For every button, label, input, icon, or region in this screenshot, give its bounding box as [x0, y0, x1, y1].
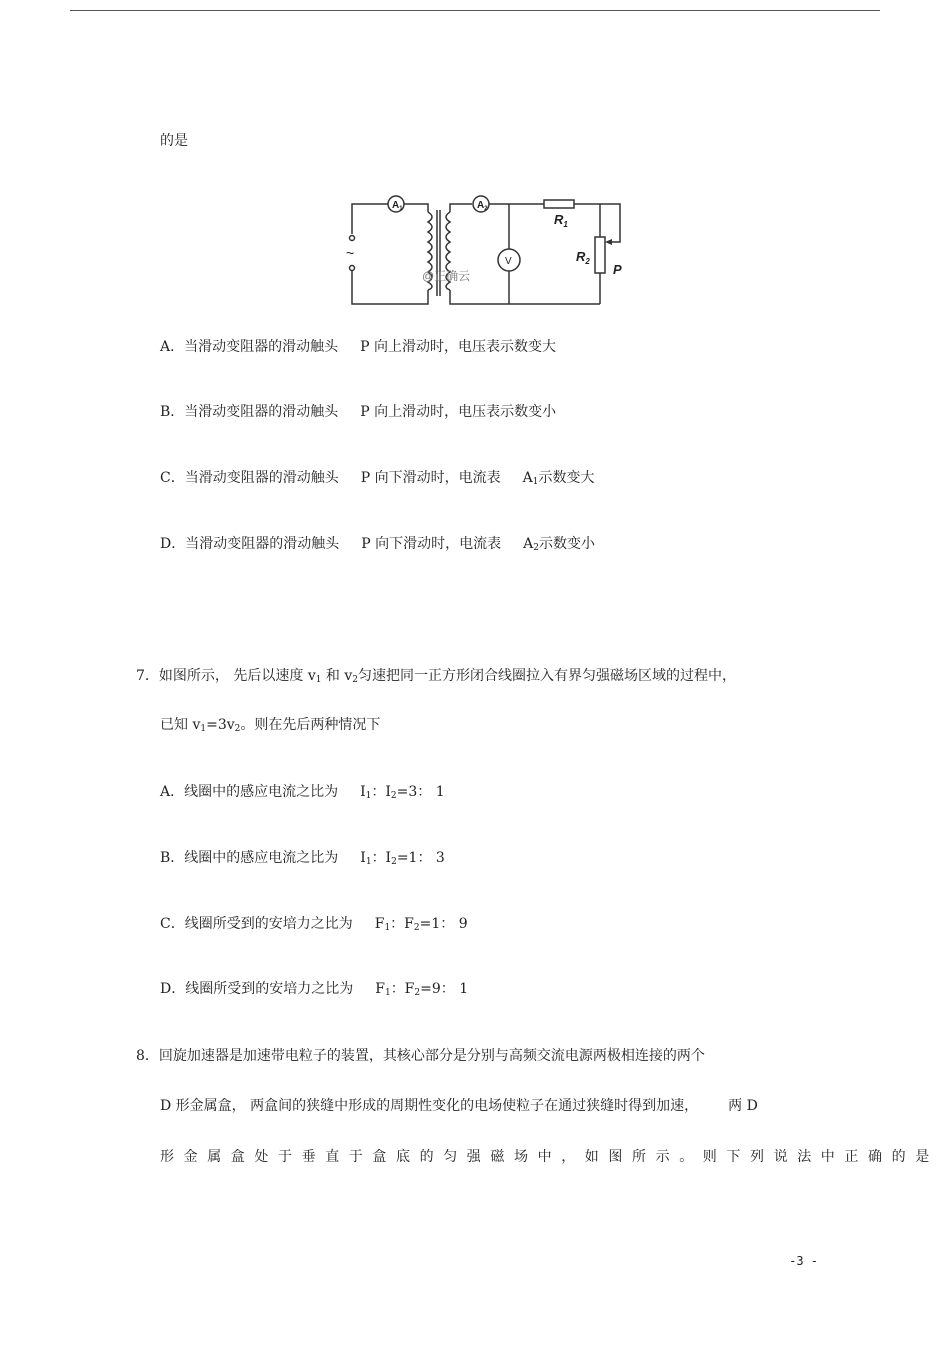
- ammeter-a2-label: $A_2$: [477, 200, 488, 212]
- q7-option-b: B．线圈中的感应电流之比为 $I_1$：$I_2=1$： 3: [160, 850, 445, 867]
- ac-source-icon: ~: [346, 245, 355, 261]
- q6-option-a: A．当滑动变阻器的滑动触头 P 向上滑动时，电压表示数变大: [160, 339, 556, 355]
- ammeter-a1-label: $A_1$: [392, 200, 403, 212]
- r1-label: $R_1$: [554, 212, 568, 229]
- r2-label: $R_2$: [576, 249, 590, 266]
- watermark-text: @正确云: [422, 269, 471, 283]
- q6-option-b: B．当滑动变阻器的滑动触头 P 向上滑动时，电压表示数变小: [160, 404, 557, 420]
- q8-stem-line1: 8．回旋加速器是加速带电粒子的装置，其核心部分是分别与高频交流电源两极相连接的两个: [136, 1048, 705, 1064]
- q7-option-c: C．线圈所受到的安培力之比为 $F_1$：$F_2=1$： 9: [160, 916, 468, 933]
- q6-option-d: D．当滑动变阻器的滑动触头 P 向下滑动时，电流表 $A_2$示数变小: [160, 536, 595, 553]
- header-rule: [70, 10, 880, 11]
- q7-option-a: A．线圈中的感应电流之比为 $I_1$：$I_2=3$： 1: [160, 784, 445, 801]
- intro-text: 的是: [160, 133, 188, 149]
- q7-option-d: D．线圈所受到的安培力之比为 $F_1$：$F_2=9$： 1: [160, 981, 469, 998]
- q6-option-c: C．当滑动变阻器的滑动触头 P 向下滑动时，电流表 $A_1$示数变大: [160, 470, 595, 487]
- page-number: -3 -: [789, 1254, 818, 1268]
- q7-stem-line2: 已知 $v_1=3v_2$。则在先后两种情况下: [160, 717, 381, 734]
- q7-stem-line1: 7．如图所示， 先后以速度 $v_1$ 和 $v_2$匀速把同一正方形闭合线圈拉入有界匀强磁场区域的过程中，: [136, 668, 737, 685]
- circuit-diagram: [342, 192, 642, 310]
- voltmeter-label: V: [505, 256, 512, 267]
- q8-stem-line3: 形金属盒处于垂直于盒底的匀强磁场中，如图所示。则下列说法中正确的是: [160, 1149, 939, 1165]
- slider-p-label: P: [613, 262, 622, 277]
- q8-stem-line2: D 形金属盒， 两盒间的狭缝中形成的周期性变化的电场使粒子在通过狭缝时得到加速， 两 D: [160, 1098, 758, 1114]
